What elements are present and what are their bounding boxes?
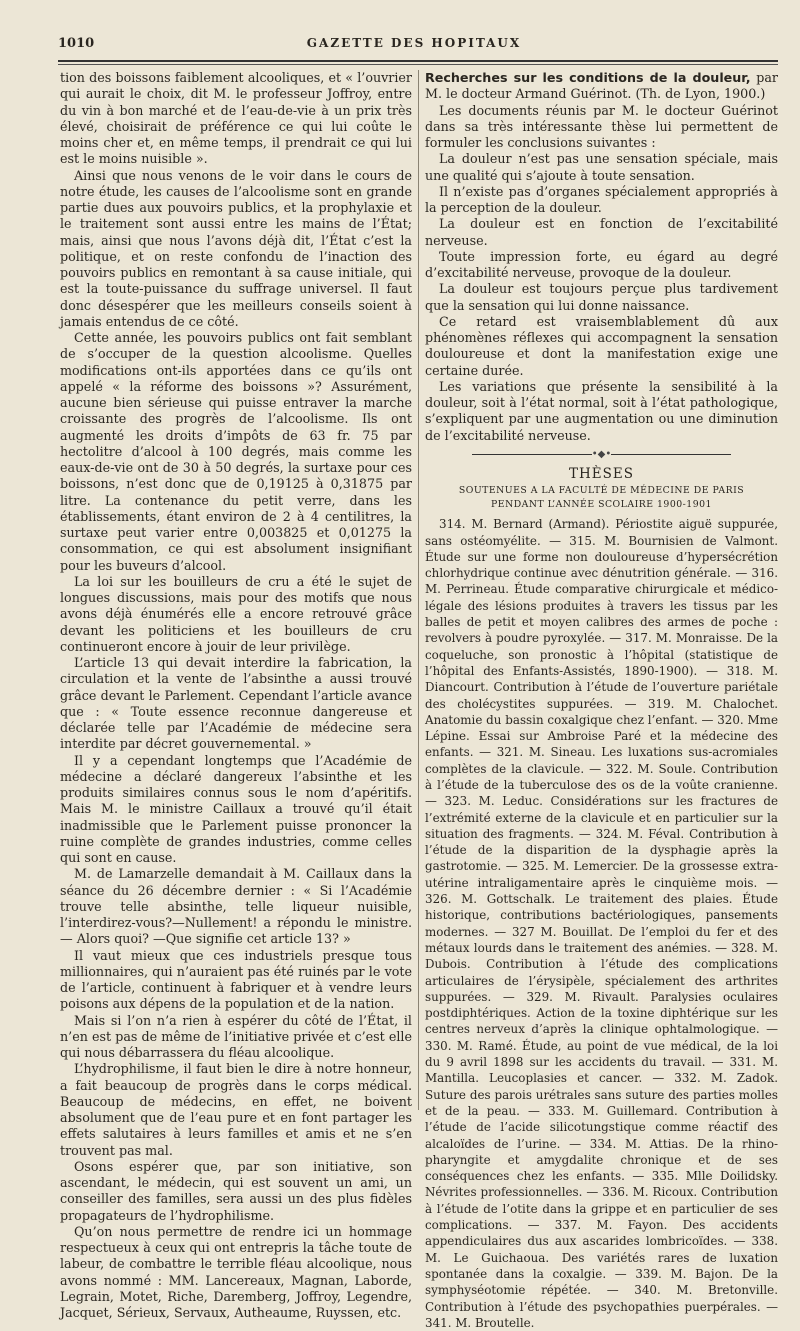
paragraph: L’hydrophilisme, il faut bien le dire à notre honneur, a fait beaucoup de progrès dans le corps médical. Beaucoup de médecins, en effet, ne boivent absolument que de l’eau pure et en font partager les effets salutaires à leurs familles et amis et ne s’en trouvent pas mal.	[60, 1061, 412, 1158]
column-divider	[418, 70, 419, 1110]
paragraph: Il n’existe pas d’organes spécialement appropriés à la perception de la douleur.	[425, 183, 778, 215]
paragraph: Ainsi que nous venons de le voir dans le cours de notre étude, les causes de l’alcoolisme sont en grande partie dues aux pouvoirs publics, et la prophylaxie et le traitement sont aussi entre les mains de l’État; mais, ainsi que nous l’avons déjà dit, l’État c’est la politique, et on reste confondu de l’inaction des pouvoirs publics en remontant à sa cause initiale, qui est la toute-puissance du suffrage universel. Il faut donc désespérer que les meilleurs conseils soient à jamais entendus de ce côté.	[60, 167, 412, 329]
right-column	[425, 70, 778, 1331]
paragraph: Cette année, les pouvoirs publics ont fait semblant de s’occuper de la question alcoolisme. Quelles modifications ont-ils apportées dans ce qu’ils ont appelé « la réforme des boissons »? Assurément, aucune bien sérieuse qui puisse entraver la marche croissante des progrès de l’alcoolisme. Ils ont augmenté les droits d’impôts de 63 fr. 75 par hectolitre d’alcool à 100 degrés, mais comme les eaux-de-vie ont de 30 à 50 degrés, la surtaxe pour ces boissons, n’est donc que de 0,19125 à 0,31875 par litre. La contenance du petit verre, dans les établissements, étant environ de 2 à 4 centilitres, la surtaxe peut varier entre 0,003825 et 0,01275 la consommation, ce qui est absolument insignifiant pour les buveurs d’alcool.	[60, 330, 412, 573]
paragraph: Mais si l’on n’a rien à espérer du côté de l’État, il n’en est pas de même de l’initiative privée et c’est elle qui nous débarrassera du fléau alcoolique.	[60, 1012, 412, 1060]
page-number: 1010	[58, 36, 95, 51]
paragraph: tion des boissons faiblement alcooliques, et « l’ouvrier qui aurait le choix, dit M. le professeur Joffroy, entre du vin à bon marché et de l’eau-de-vie à un prix très élevé, choisirait de préférence ce qui lui coûte le moins cher et, en même temps, il prendrait ce qui lui est le moins nuisible ».	[60, 70, 412, 167]
paragraph: La douleur n’est pas une sensation spéciale, mais une qualité qui s’ajoute à toute sensation.	[425, 151, 778, 183]
paragraph: La douleur est toujours perçue plus tardivement que la sensation qui lui donne naissance.	[425, 281, 778, 313]
paragraph: M. de Lamarzelle demandait à M. Caillaux dans la séance du 26 décembre dernier : « Si l’Académie trouve telle absinthe, telle liqueur nuisible, l’interdirez-vous?—Nullement! a répondu le ministre. — Alors quoi? —Que signifie cet article 13? »	[60, 866, 412, 947]
paragraph: Osons espérer que, par son initiative, son ascendant, le médecin, qui est souvent un ami, un conseiller des familles, sera aussi un des plus fidèles propagateurs de l’hydrophilisme.	[60, 1158, 412, 1223]
paragraph: Les documents réunis par M. le docteur Guérinot dans sa très intéressante thèse lui permettent de formuler les conclusions suivantes :	[425, 102, 778, 150]
section-heading	[425, 70, 778, 103]
paragraph: L’article 13 qui devait interdire la fabrication, la circulation et la vente de l’absinthe a aussi trouvé grâce devant le Parlement. Cependant l’article avance que : « Toute essence reconnue dangereuse et déclarée telle par l’Académie de médecine sera interdite par décret gouvernemental. »	[60, 655, 412, 752]
page-header	[58, 34, 770, 58]
section-title-rest: par M. le docteur Armand Guérinot. (Th. de Lyon, 1900.)	[425, 70, 778, 102]
paragraph: Les variations que présente la sensibilité à la douleur, soit à l’état normal, soit à l’état pathologique, s’expliquent par une augmentation ou une diminution de l’excitabilité nerveuse.	[425, 378, 778, 443]
theses-subtitle-year: PENDANT L’ANNÉE SCOLAIRE 1900-1901	[491, 499, 712, 511]
paragraph: La loi sur les bouilleurs de cru a été le sujet de longues discussions, mais pour des motifs que nous avons déjà énumérés elle a encore retrouvé grâce devant les politiciens et les bouilleurs de cru continueront encore à jouir de leur privilège.	[60, 573, 412, 654]
paragraph: La douleur est en fonction de l’excitabilité nerveuse.	[425, 216, 778, 248]
running-title: GAZETTE DES HOPITAUX	[306, 36, 522, 50]
header-rule-thin	[58, 64, 778, 65]
paragraph: Ce retard est vraisemblablement dû aux phénomènes réflexes qui accompagnent la sensation douloureuse et dont la manifestation exige une certaine durée.	[425, 313, 778, 378]
section-separator: •◆•	[425, 447, 778, 463]
paragraph: Qu’on nous permettre de rendre ici un hommage respectueux à ceux qui ont entrepris la tâche toute de labeur, de combattre le terrible fléau alcoolique, nous avons nommé : MM. Lancereaux, Magnan, Laborde, Legrain, Motet, Riche, Daremberg, Joffroy, Legendre, Jacquet, Sérieux, Servaux, Autheaume, Ruyssen, etc.	[60, 1223, 412, 1320]
theses-list: 314. M. Bernard (Armand). Périostite aiguë suppurée, sans ostéomyélite. — 315. M. Bournisien de Valmont. Étude sur une forme non douloureuse d’hypersécrétion chlorhydrique continue avec dénutrition générale. — 316. M. Perrineau. Étude comparative chirurgicale et médico-légale des lésions produites à travers les tissus par les balles de petit et moyen calibres des armes de poche : revolvers à poudre pyroxylée. — 317. M. Monraisse. De la coqueluche, son pronostic à l’hôpital (statistique de l’hôpital des Enfants-Assistés, 1890-1900). — 318. M. Diancourt. Contribution à l’étude de l’ouverture pariétale des cholécystites suppurées. — 319. M. Chalochet. Anatomie du bassin coxalgique chez l’enfant. — 320. Mme Lépine. Essai sur Ambroise Paré et la médecine des enfants. — 321. M. Sineau. Les luxations sus-acromiales complètes de la clavicule. — 322. M. Soule. Contribution à l’étude de la tuberculose des os de la voûte cranienne. — 323. M. Leduc. Considérations sur les fractures de l’extrémité externe de la clavicule et en particulier sur la situation des fragments. — 324. M. Féval. Contribution à l’étude de la disparition de la dysphagie après la gastrotomie. — 325. M. Lemercier. De la grossesse extra-utérine intraligamentaire après le cinquième mois. — 326. M. Gottschalk. Le traitement des plaies. Étude historique, contributions bactériologiques, pansements modernes. — 327 M. Bouillat. De l’emploi du fer et des métaux lourds dans le traitement des anémies. — 328. M. Dubois. Contribution à l’étude des complications articulaires de l’érysipèle, spécialement des arthrites suppurées. — 329. M. Rivault. Paralysies oculaires postdiphtériques. Action de la toxine diphtérique sur les centres nerveux d’après la clinique ophtalmologique. — 330. M. Ramé. Étude, au point de vue médical, de la loi du 9 avril 1898 sur les accidents du travail. — 331. M. Mantilla. Leucoplasies et cancer. — 332. M. Zadok. Suture des parois urétrales sans suture des parties molles et de la peau. — 333. M. Guillemard. Contribution à l’étude de l’acide silicotungstique comme réactif des alcaloïdes de l’urine. — 334. M. Attias. De la rhino-pharyngite et amygdalite chronique et de ses conséquences chez les enfants. — 335. Mlle Doilidsky. Névrites professionnelles. — 336. M. Ricoux. Contribution à l’étude de l’otite dans la grippe et en particulier de ses complications. — 337. M. Fayon. Des accidents appendiculaires dus aux ascarides lombricoïdes. — 338. M. Le Guichaoua. Des variétés rares de luxation spontanée dans la coxalgie. — 339. M. Bajon. De la symphyséotomie répétée. — 340. M. Bretonville. Contribution à l’étude des psychopathies puerpérales. — 341. M. Broutelle.	[425, 517, 778, 1330]
paragraph: Il y a cependant longtemps que l’Académie de médecine a déclaré dangereux l’absinthe et les produits similaires connus sous le nom d’apéritifs. Mais M. le ministre Caillaux a trouvé qu’il était inadmissible que le Parlement puisse prononcer la ruine complète de grandes industries, comme celles qui sont en cause.	[60, 752, 412, 865]
theses-title: THÈSES	[569, 466, 634, 482]
left-column	[60, 70, 412, 1321]
header-rule	[58, 60, 778, 62]
theses-subtitle: SOUTENUES A LA FACULTÉ DE MÉDECINE DE PARIS	[458, 485, 745, 497]
paragraph: Toute impression forte, eu égard au degré d’excitabilité nerveuse, provoque de la douleur.	[425, 248, 778, 280]
section-title: Recherches sur les conditions de la douleur,	[425, 70, 751, 85]
paragraph: Il vaut mieux que ces industriels presque tous millionnaires, qui n’auraient pas été ruinés par le vote de l’article, continuent à fabriquer et à vendre leurs poisons aux dépens de la population et de la nation.	[60, 947, 412, 1012]
